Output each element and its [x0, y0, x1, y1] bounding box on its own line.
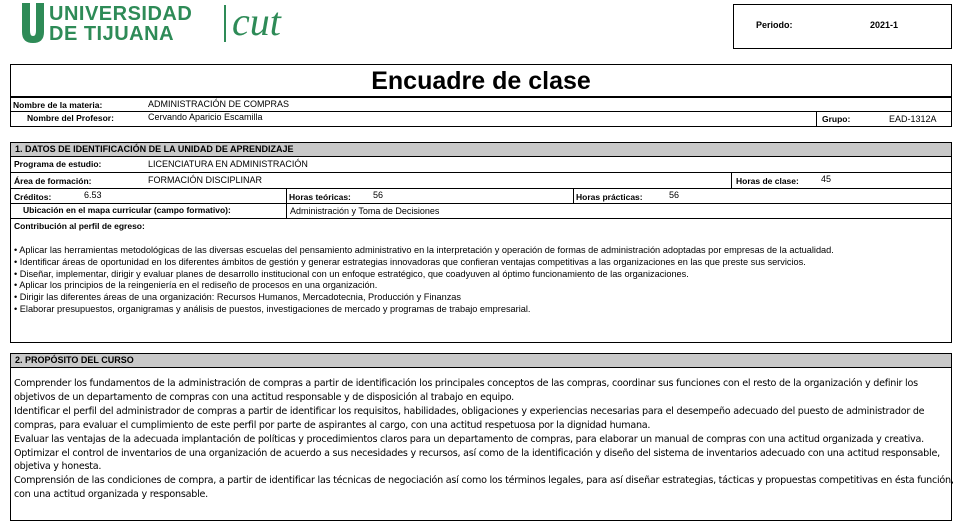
ubicacion-row [10, 203, 952, 219]
materia-label: Nombre de la materia: [13, 100, 103, 110]
periodo-box [733, 4, 952, 49]
perfil-list [14, 245, 834, 316]
perfil-item: • Aplicar los principios de la reingeniería en el rediseño de procesos en una organización. [14, 280, 378, 291]
horas-practicas-value: 56 [669, 190, 680, 200]
ubicacion-label: Ubicación en el mapa curricular (campo formativo): [23, 205, 231, 215]
section-2-heading: 2. PROPÓSITO DEL CURSO [10, 353, 952, 368]
logo-divider [224, 5, 226, 42]
university-u-icon [22, 3, 44, 43]
logo-line-2: DE TIJUANA [49, 23, 175, 45]
creditos-row [10, 188, 952, 204]
proposito-line: Comprensión de las condiciones de compra, a partir de identificar las técnicas de negociación así como los términos legales, para así diseñar estrategias, tácticas y propuestas competitivas en ésta función, [14, 475, 954, 487]
logo-cut: cut [232, 0, 281, 44]
logo-line-1: UNIVERSIDAD [49, 3, 193, 25]
area-row [10, 172, 952, 189]
materia-value: ADMINISTRACIÓN DE COMPRAS [148, 99, 290, 109]
profesor-row [10, 111, 952, 127]
profesor-value: Cervando Aparicio Escamilla [148, 112, 263, 122]
perfil-item: • Aplicar las herramientas metodológicas de las diversas escuelas del pensamiento administrativo en la interpretación y operación de formas de administración adoptadas por empresas de la actualidad. [14, 245, 834, 255]
horas-clase-value: 45 [821, 174, 832, 184]
proposito-line: Optimizar el control de inventarios de una organización de acuerdo a sus necesidades y recursos, así como de la identificación y diseño del sistema de inventarios adecuado con una actitud responsable, [14, 447, 940, 459]
proposito-line: objetivos de un departamento de compras con una actitud responsable y de disposición al trabajo en equipo. [14, 391, 514, 403]
programa-value: LICENCIATURA EN ADMINISTRACIÓN [148, 159, 308, 169]
area-value: FORMACIÓN DISCIPLINAR [148, 175, 263, 185]
proposito-line: objetiva y honesta. [14, 461, 102, 473]
perfil-item: • Identificar áreas de oportunidad en los diferentes ámbitos de gestión y generar estrategias innovadoras que confieran ventajas competitivas a las organizaciones en las que preste sus servicios. [14, 256, 806, 267]
proposito-text [14, 377, 954, 502]
title-box [10, 64, 952, 97]
proposito-line: Comprender los fundamentos de la administración de compras a partir de identificación los principales conceptos de las compras, coordinar sus funciones con el resto de la organización y definir los [14, 378, 918, 389]
area-label: Área de formación: [14, 176, 92, 186]
periodo-value: 2021-1 [870, 20, 899, 30]
proposito-line: Identificar el perfil del administrador de compras a partir de identificar los requisitos, habilidades, obligaciones y experiencias necesarias para el desempeño adecuado del puesto de administrador de [14, 405, 925, 417]
horas-clase-label: Horas de clase: [736, 176, 799, 186]
creditos-value: 6.53 [84, 190, 102, 200]
perfil-box [10, 218, 952, 343]
perfil-label: Contribución al perfil de egreso: [14, 221, 145, 231]
proposito-line: compras, para evaluar el cumplimiento de este perfil por parte de aspirantes al cargo, con una actitud respetuosa por la dignidad humana. [14, 419, 651, 431]
page-title: Encuadre de clase [371, 67, 591, 95]
ubicacion-value: Administración y Toma de Decisiones [290, 206, 440, 216]
programa-label: Programa de estudio: [14, 159, 102, 169]
grupo-value: EAD-1312A [889, 114, 937, 124]
periodo-label: Periodo: [756, 20, 793, 30]
perfil-item: • Dirigir las diferentes áreas de una organización: Recursos Humanos, Mercadotecnia, Producción y Finanzas [14, 292, 461, 303]
programa-row [10, 157, 952, 173]
horas-teoricas-label: Horas teóricas: [289, 192, 351, 202]
horas-practicas-label: Horas prácticas: [576, 192, 643, 202]
perfil-item: • Diseñar, implementar, dirigir y evaluar planes de desarrollo institucional con un enfoque estratégico, que coadyuven al óptimo funcionamiento de las organizaciones. [14, 268, 689, 279]
perfil-item: • Elaborar presupuestos, organigramas y análisis de puestos, investigaciones de mercado y programas de trabajo empresarial. [14, 303, 531, 314]
materia-row [10, 97, 952, 112]
grupo-label: Grupo: [822, 114, 851, 124]
creditos-label: Créditos: [14, 192, 52, 202]
profesor-label: Nombre del Profesor: [27, 113, 114, 123]
proposito-line: con una actitud organizada y responsable. [14, 489, 208, 501]
horas-teoricas-value: 56 [373, 190, 384, 200]
section-1-heading: 1. DATOS DE IDENTIFICACIÓN DE LA UNIDAD DE APRENDIZAJE [10, 142, 952, 157]
proposito-line: Evaluar las ventajas de la adecuada implantación de políticas y procedimientos claros para un departamento de compras, para elaborar un manual de compras con una actitud organizada y creativa. [14, 433, 924, 445]
proposito-box [10, 367, 952, 521]
